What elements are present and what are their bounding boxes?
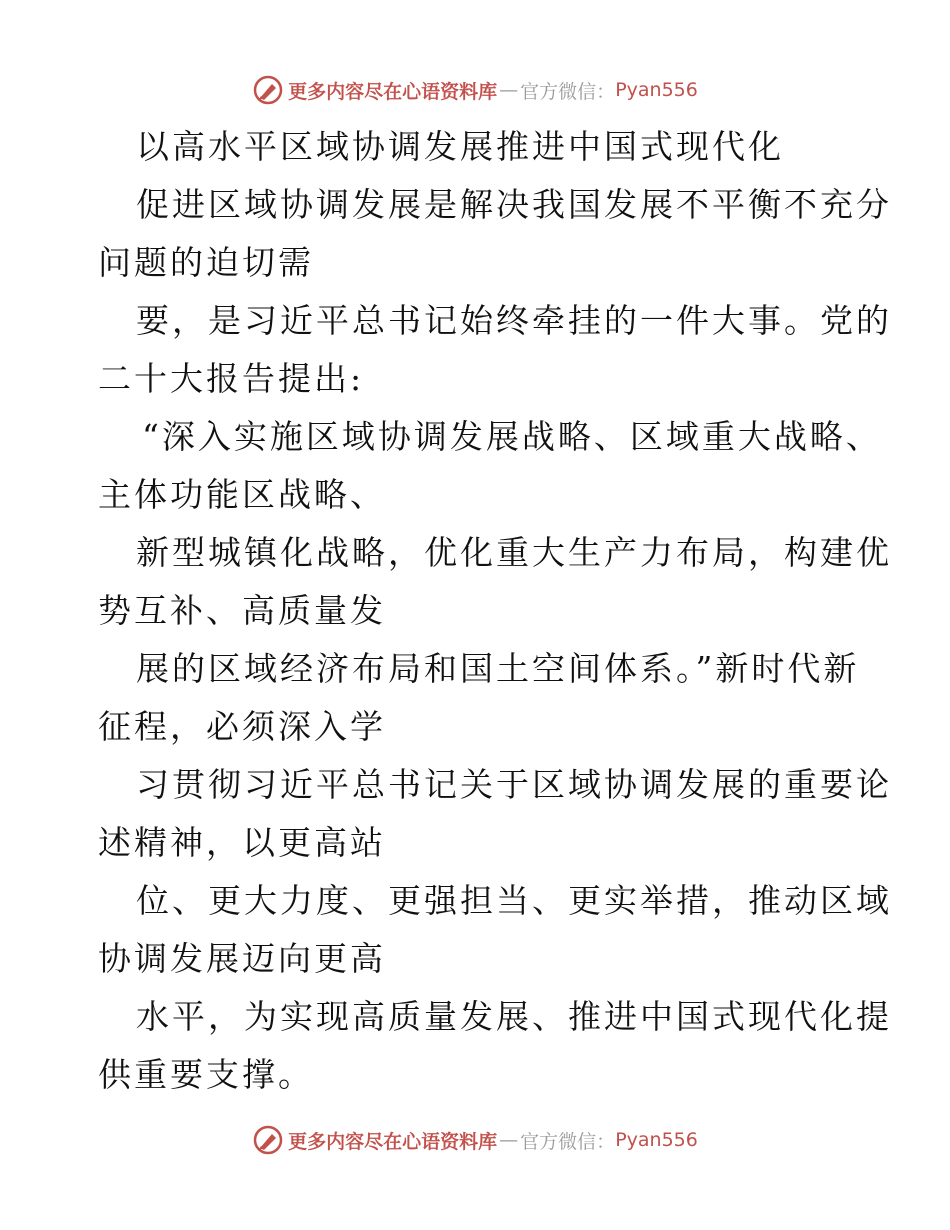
paragraph-line: 展的区域经济布局和国土空间体系。”新时代新: [136, 649, 860, 688]
pen-nib-circle-icon: [252, 1124, 284, 1156]
paragraph-line: 习贯彻习近平总书记关于区域协调发展的重要论: [136, 765, 892, 804]
watermark-wechat-id: Pyan556: [615, 1129, 698, 1151]
paragraph-line: 要，是习近平总书记始终牵挂的一件大事。党的: [136, 301, 892, 340]
document-title: 以高水平区域协调发展推进中国式现代化: [136, 127, 784, 166]
watermark-dash: —: [499, 1129, 519, 1151]
watermark-main-text: 更多内容尽在心语资料库: [288, 1130, 498, 1153]
paragraph-line: 协调发展迈向更高: [98, 939, 386, 978]
header-watermark: [0, 70, 950, 110]
paragraph-line: 势互补、高质量发: [98, 591, 386, 630]
pen-nib-circle-icon: [252, 74, 284, 106]
watermark-wechat-id: Pyan556: [615, 79, 698, 101]
paragraph-line: 促进区域协调发展是解决我国发展不平衡不充分: [136, 185, 892, 224]
paragraph-line: 问题的迫切需: [98, 243, 314, 282]
watermark-sub-text: 官方微信：: [520, 1130, 616, 1153]
paragraph-line: 二十大报告提出:: [98, 359, 365, 398]
paragraph-line: 位、更大力度、更强担当、更实举措，推动区域: [136, 881, 892, 920]
paragraph-line: 水平，为实现高质量发展、推进中国式现代化提: [136, 997, 892, 1036]
watermark-main-text: 更多内容尽在心语资料库: [288, 80, 498, 103]
paragraph-line: 述精神，以更高站: [98, 823, 386, 862]
watermark-dash: —: [499, 79, 519, 101]
paragraph-line: 新型城镇化战略，优化重大生产力布局，构建优: [136, 533, 892, 572]
paragraph-line: 征程，必须深入学: [98, 707, 386, 746]
paragraph-line: “深入实施区域协调发展战略、区域重大战略、: [142, 417, 882, 456]
watermark-sub-text: 官方微信：: [520, 80, 616, 103]
footer-watermark: [0, 1120, 950, 1160]
paragraph-line: 主体功能区战略、: [98, 475, 386, 514]
document-body: [98, 118, 892, 1104]
paragraph-line: 供重要支撑。: [98, 1055, 314, 1094]
